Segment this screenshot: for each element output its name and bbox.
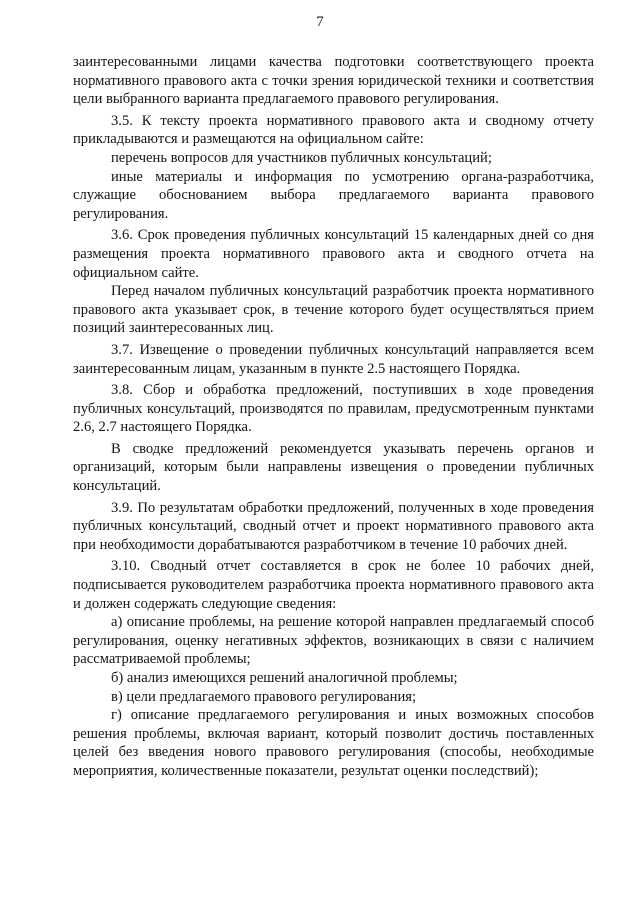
page-number: 7 bbox=[316, 14, 324, 30]
list-item-materials: иные материалы и информация по усмотрению органа-разработчика, служащие обоснованием выбора предлагаемого варианта правового регулирования. bbox=[73, 168, 594, 222]
paragraph-proposal-summary: В сводке предложений рекомендуется указывать перечень органов и организаций, которым были направлены извещения о проведении публичных консультаций. bbox=[73, 440, 594, 495]
paragraph-3-7: 3.7. Извещение о проведении публичных консультаций направляется всем заинтересованным лицам, указанным в пункте 2.5 настоящего Порядка. bbox=[73, 341, 594, 377]
list-item-b: б) анализ имеющихся решений аналогичной проблемы; bbox=[111, 670, 458, 686]
paragraph-3-6: 3.6. Срок проведения публичных консультаций 15 календарных дней со дня размещения проекта нормативного правового акта и сводного отчета на официальном сайте. bbox=[73, 227, 594, 281]
list-item-v: в) цели предлагаемого правового регулирования; bbox=[111, 688, 417, 705]
list-item-a: а) описание проблемы, на решение которой направлен предлагаемый способ регулирования, оценку негативных эффектов, возникающих в связи с наличием рассматриваемой проблемы; bbox=[73, 614, 594, 668]
list-item-g: г) описание предлагаемого регулирования и иных возможных способов решения проблемы, включая вариант, который позволит достичь поставленных целей без введения нового правового регулирования (способы, необходимые мероприятия, количественные показатели, результат оценки последствий); bbox=[73, 707, 594, 779]
list-item-questions: перечень вопросов для участников публичных консультаций; bbox=[111, 149, 492, 166]
paragraph-3-9: 3.9. По результатам обработки предложений, полученных в ходе проведения публичных консультаций, сводный отчет и проект нормативного правового акта при необходимости дорабатываются разработчиком в течение 10 рабочих дней. bbox=[73, 499, 594, 553]
paragraph-3-8: 3.8. Сбор и обработка предложений, поступивших в ходе проведения публичных консультаций, производятся по правилам, предусмотренным пунктами 2.6, 2.7 настоящего Порядка. bbox=[73, 382, 594, 436]
paragraph-consultation-deadline: Перед началом публичных консультаций разработчик проекта нормативного правового акта указывает срок, в течение которого будет осуществляться прием позиций заинтересованных лиц. bbox=[73, 283, 594, 337]
paragraph-3-5: 3.5. К тексту проекта нормативного правового акта и сводному отчету прикладываются и размещаются на официальном сайте: bbox=[73, 112, 594, 148]
paragraph-3-10: 3.10. Сводный отчет составляется в срок не более 10 рабочих дней, подписывается руководителем разработчика проекта нормативного правового акта и должен содержать следующие сведения: bbox=[73, 558, 594, 612]
paragraph-continuation: заинтересованными лицами качества подготовки соответствующего проекта нормативного правового акта с точки зрения юридической техники и соответствия цели выбранного варианта предлагаемого правового регулирования. bbox=[73, 54, 594, 108]
document-body bbox=[73, 53, 594, 781]
